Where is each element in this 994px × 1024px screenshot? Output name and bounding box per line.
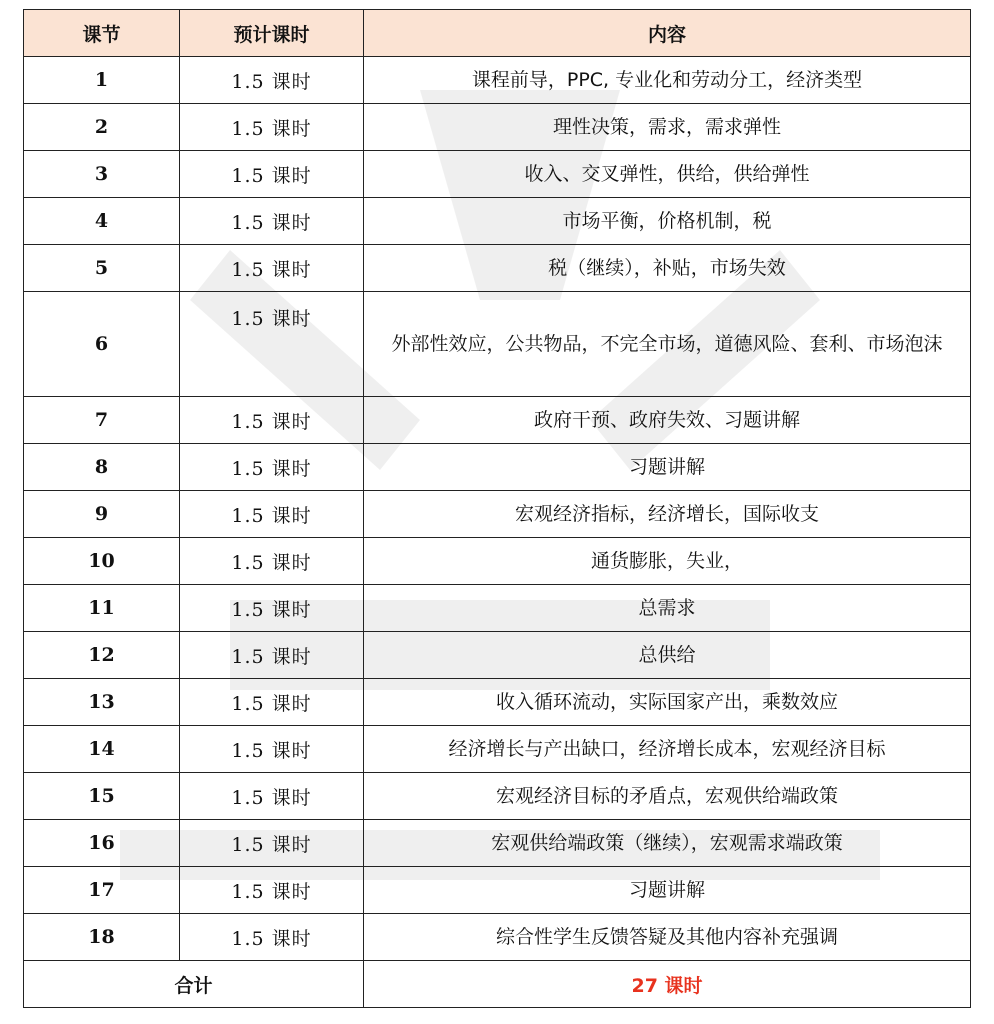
lesson-number: 5 — [24, 245, 180, 292]
course-schedule-table — [23, 9, 971, 1008]
lesson-number: 16 — [24, 820, 180, 867]
table-row — [24, 57, 971, 104]
table-row — [24, 292, 971, 397]
lesson-hours: 1.5 课时 — [180, 245, 364, 292]
lesson-hours: 1.5 课时 — [180, 444, 364, 491]
lesson-hours: 1.5 课时 — [180, 726, 364, 773]
table-row — [24, 867, 971, 914]
lesson-content: 收入循环流动，实际国家产出，乘数效应 — [364, 679, 971, 726]
table-row — [24, 773, 971, 820]
lesson-number: 18 — [24, 914, 180, 961]
table-header-row — [24, 10, 971, 57]
lesson-number: 10 — [24, 538, 180, 585]
lesson-number: 14 — [24, 726, 180, 773]
lesson-hours: 1.5 课时 — [180, 867, 364, 914]
lesson-number: 9 — [24, 491, 180, 538]
lesson-content: 收入、交叉弹性，供给，供给弹性 — [364, 151, 971, 198]
lesson-content: 宏观供给端政策（继续），宏观需求端政策 — [364, 820, 971, 867]
table-row — [24, 491, 971, 538]
lesson-number: 4 — [24, 198, 180, 245]
lesson-content: 习题讲解 — [364, 444, 971, 491]
lesson-content: 通货膨胀，失业， — [364, 538, 971, 585]
lesson-hours: 1.5 课时 — [180, 820, 364, 867]
table-row — [24, 104, 971, 151]
lesson-number: 12 — [24, 632, 180, 679]
table-row — [24, 198, 971, 245]
table-row — [24, 585, 971, 632]
lesson-hours: 1.5 课时 — [180, 679, 364, 726]
lesson-content: 综合性学生反馈答疑及其他内容补充强调 — [364, 914, 971, 961]
lesson-hours: 1.5 课时 — [180, 538, 364, 585]
lesson-hours: 1.5 课时 — [180, 773, 364, 820]
lesson-content: 理性决策，需求，需求弹性 — [364, 104, 971, 151]
table-row — [24, 245, 971, 292]
lesson-content: 总需求 — [364, 585, 971, 632]
lesson-hours: 1.5 课时 — [180, 151, 364, 198]
lesson-number: 1 — [24, 57, 180, 104]
header-hours: 预计课时 — [180, 10, 364, 57]
table-row — [24, 151, 971, 198]
lesson-number: 7 — [24, 397, 180, 444]
table-row — [24, 726, 971, 773]
lesson-content: 宏观经济目标的矛盾点，宏观供给端政策 — [364, 773, 971, 820]
lesson-number: 6 — [24, 292, 180, 397]
lesson-number: 13 — [24, 679, 180, 726]
table-row — [24, 820, 971, 867]
lesson-content: 总供给 — [364, 632, 971, 679]
lesson-content: 宏观经济指标，经济增长，国际收支 — [364, 491, 971, 538]
lesson-content: 政府干预、政府失效、习题讲解 — [364, 397, 971, 444]
lesson-hours: 1.5 课时 — [180, 914, 364, 961]
lesson-content: 课程前导，PPC, 专业化和劳动分工，经济类型 — [364, 57, 971, 104]
table-row — [24, 397, 971, 444]
lesson-hours: 1.5 课时 — [180, 292, 364, 397]
lesson-number: 8 — [24, 444, 180, 491]
lesson-hours: 1.5 课时 — [180, 57, 364, 104]
table-row — [24, 679, 971, 726]
lesson-content: 经济增长与产出缺口，经济增长成本，宏观经济目标 — [364, 726, 971, 773]
lesson-number: 15 — [24, 773, 180, 820]
table-row — [24, 914, 971, 961]
table-row — [24, 538, 971, 585]
lesson-hours: 1.5 课时 — [180, 104, 364, 151]
lesson-content: 外部性效应，公共物品，不完全市场，道德风险、套利、市场泡沫 — [364, 292, 971, 397]
lesson-number: 17 — [24, 867, 180, 914]
lesson-hours: 1.5 课时 — [180, 397, 364, 444]
lesson-content: 习题讲解 — [364, 867, 971, 914]
table-row — [24, 444, 971, 491]
lesson-number: 3 — [24, 151, 180, 198]
lesson-number: 11 — [24, 585, 180, 632]
lesson-hours: 1.5 课时 — [180, 632, 364, 679]
total-row — [24, 961, 971, 1008]
header-content: 内容 — [364, 10, 971, 57]
total-label: 合计 — [24, 961, 364, 1008]
header-lesson: 课节 — [24, 10, 180, 57]
lesson-hours: 1.5 课时 — [180, 198, 364, 245]
lesson-content: 税（继续），补贴，市场失效 — [364, 245, 971, 292]
lesson-hours: 1.5 课时 — [180, 491, 364, 538]
lesson-content: 市场平衡，价格机制，税 — [364, 198, 971, 245]
lesson-hours: 1.5 课时 — [180, 585, 364, 632]
lesson-number: 2 — [24, 104, 180, 151]
total-value: 27 课时 — [364, 961, 971, 1008]
table-row — [24, 632, 971, 679]
